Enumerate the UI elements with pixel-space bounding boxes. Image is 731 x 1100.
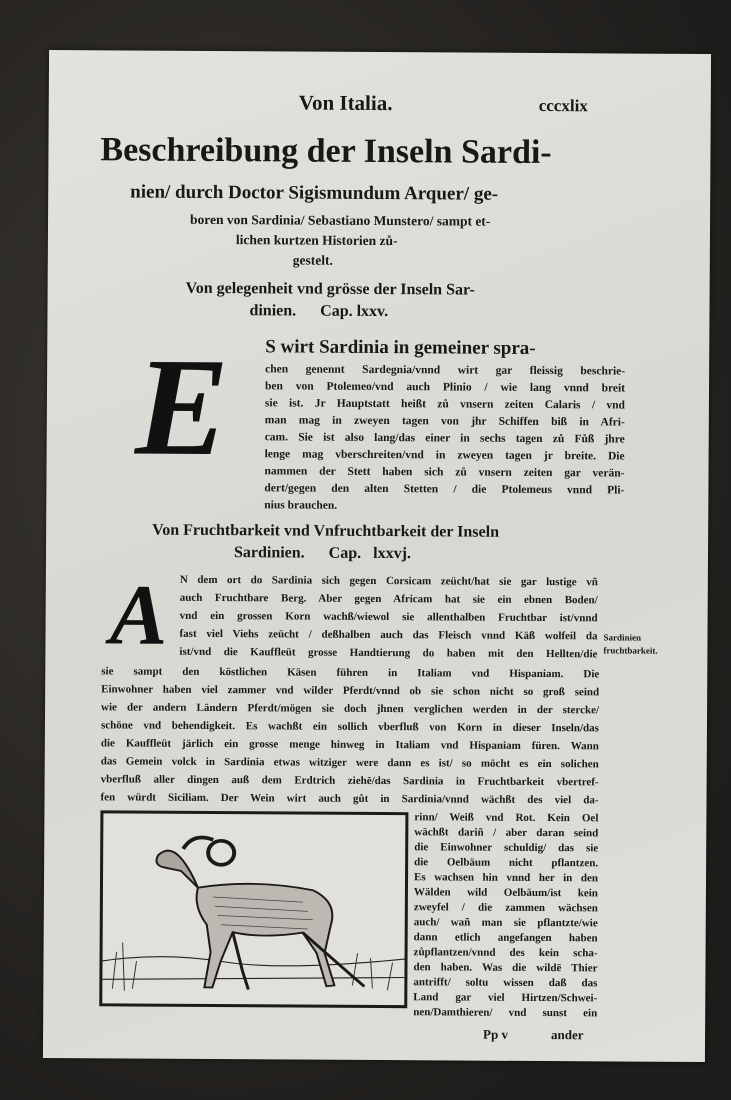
text-line: cam. Sie ist also lang/das einer in sechs tagen zů Fůß jhre	[264, 431, 625, 446]
text-line: fen würdt Siciliam. Der Wein wirt auch gůt in Sardinia/vnnd wächßt des viel da-	[100, 791, 599, 807]
catchword: ander	[551, 1027, 584, 1043]
text-line: fast viel Viehs zeücht / deßhalben auch das Fleisch vnnd Käß wolfeil da	[179, 627, 598, 643]
text-line: chen genennt Sardegnia/vnnd wirt gar fleissig beschrie-	[265, 363, 626, 378]
text-line: zweyfel / die zammen wächsen	[413, 901, 598, 915]
text-line: N dem ort do Sardinia sich gegen Corsicam zeücht/hat sie gar lustige vñ	[179, 573, 598, 589]
text-line: den haben. Was die wildē Thier	[413, 961, 598, 975]
decorated-initial: A	[109, 566, 168, 663]
text-line: zůpflantzen/vnnd des kein scha-	[413, 946, 598, 960]
text-line: nius brauchen.	[264, 499, 338, 512]
text-line: schöne vnd behendigkeit. Es wachßt ein sollich vberfluß von Korn in dieser Inseln/das	[100, 719, 599, 735]
text-line: vnd ein grossen Korn wachß/wiewol sie allenthalben Fruchtbar ist/vnnd	[179, 609, 598, 625]
chapter-heading: Von Fruchtbarkeit vnd Vnfruchtbarkeit der Inseln	[152, 521, 500, 541]
text-line: lenge mag vberschreiten/vnd in zweyen tagen jr breite. Die	[264, 448, 625, 463]
running-head: Von Italia.	[298, 90, 393, 116]
chapter-heading: dinien. Cap. lxxv.	[249, 302, 389, 321]
page-title: Beschreibung der Inseln Sardi-	[100, 131, 552, 172]
marginal-note	[603, 631, 657, 657]
text-line: wie der andern Ländern Pferdt/mögen sie doch jhnen verglichen werden in der stercke/	[101, 701, 600, 717]
text-line: die Oelbäum nicht pflantzen.	[414, 856, 599, 870]
subtitle-line: lichen kurtzen Historien zů-	[235, 232, 398, 249]
text-line: die Einwohner schuldig/ das sie	[414, 841, 599, 855]
text-line: sie sampt den köstlichen Käsen führen in Italiam vnd Hispaniam. Die	[101, 665, 600, 681]
woodcut-illustration-ram	[99, 810, 408, 1008]
text-line: Wälden wild Oelbäum/ist kein	[413, 886, 598, 900]
text-line: Land gar viel Hirtzen/Schwei-	[413, 991, 598, 1005]
subtitle-line: boren von Sardinia/ Sebastiano Munstero/ sampt et-	[190, 211, 491, 229]
decorated-initial: E	[134, 329, 230, 486]
text-line: ist/vnd die Kauffleüt grosse Handtierung do haben mit den Hellten/die	[179, 645, 598, 661]
marginal-note-line: Sardinien	[603, 632, 642, 643]
text-line: ben von Ptolemeo/vnd auch Plinio / wie lang vnnd breit	[264, 380, 626, 395]
text-line: dert/gegen den alten Stetten / die Ptolemeus vnnd Pli-	[264, 482, 625, 497]
text-line: wächßt dariñ / aber daran seind	[414, 826, 599, 840]
marginal-note-line: fruchtbarkeit.	[603, 645, 658, 656]
text-line: die Kauffleüt järlich ein grosse menge hinweg in Italiam vnd Hispaniam füren. Wann	[100, 737, 599, 753]
ram-woodcut-icon	[102, 813, 405, 1005]
text-line: man mag in zweyen tagen von jhr Schiffen biß in Afri-	[264, 414, 625, 429]
text-line: Es wachsen hin vnnd her in den	[414, 871, 599, 885]
subtitle-line: gestelt.	[292, 252, 333, 268]
text-line: auch/ wañ man sie pflantzte/wie	[413, 916, 598, 930]
text-line: nen/Damthieren/ vnd sunst ein	[413, 1006, 598, 1020]
text-line: das Gemein volck in Sardinia etwas witziger were dann es ist/ so möcht es ein solichen	[100, 755, 599, 771]
text-line: nammen der Stett haben sich zů vnsern zeiten gar verän-	[264, 465, 625, 480]
signature-mark: Pp v	[483, 1026, 509, 1042]
text-line: rinn/ Weiß vnd Rot. Kein Oel	[414, 811, 599, 825]
text-line: vberfluß aller dingen auß dem Erdtrich ziehē/das Sardinia in Fruchtbarkeit vbertref-	[100, 773, 599, 789]
book-page	[43, 50, 711, 1062]
chapter-heading: Sardinien. Cap. lxxvj.	[233, 544, 411, 563]
text-line: auch Fruchtbare Berg. Aber gegen Africam hat sie ein ebnen Boden/	[179, 591, 598, 607]
text-line: sie ist. Jr Hauptstatt heißt zů vnsern zeiten Calaris / vnd	[264, 397, 625, 412]
text-line: S wirt Sardinia in gemeiner spra-	[265, 336, 536, 359]
text-line: Einwohner haben viel zammer vnd wilder Pferdt/vnnd ob sie schon nicht so groß seind	[101, 683, 600, 699]
text-line: antrifft/ soltu wissen daß das	[413, 976, 598, 990]
chapter-heading: Von gelegenheit vnd grösse der Inseln Sar-	[185, 279, 475, 299]
subtitle-line: nien/ durch Doctor Sigismundum Arquer/ ge-	[130, 181, 499, 205]
folio-number: cccxlix	[538, 95, 588, 116]
text-line: dann etlich angefangen haben	[413, 931, 598, 945]
